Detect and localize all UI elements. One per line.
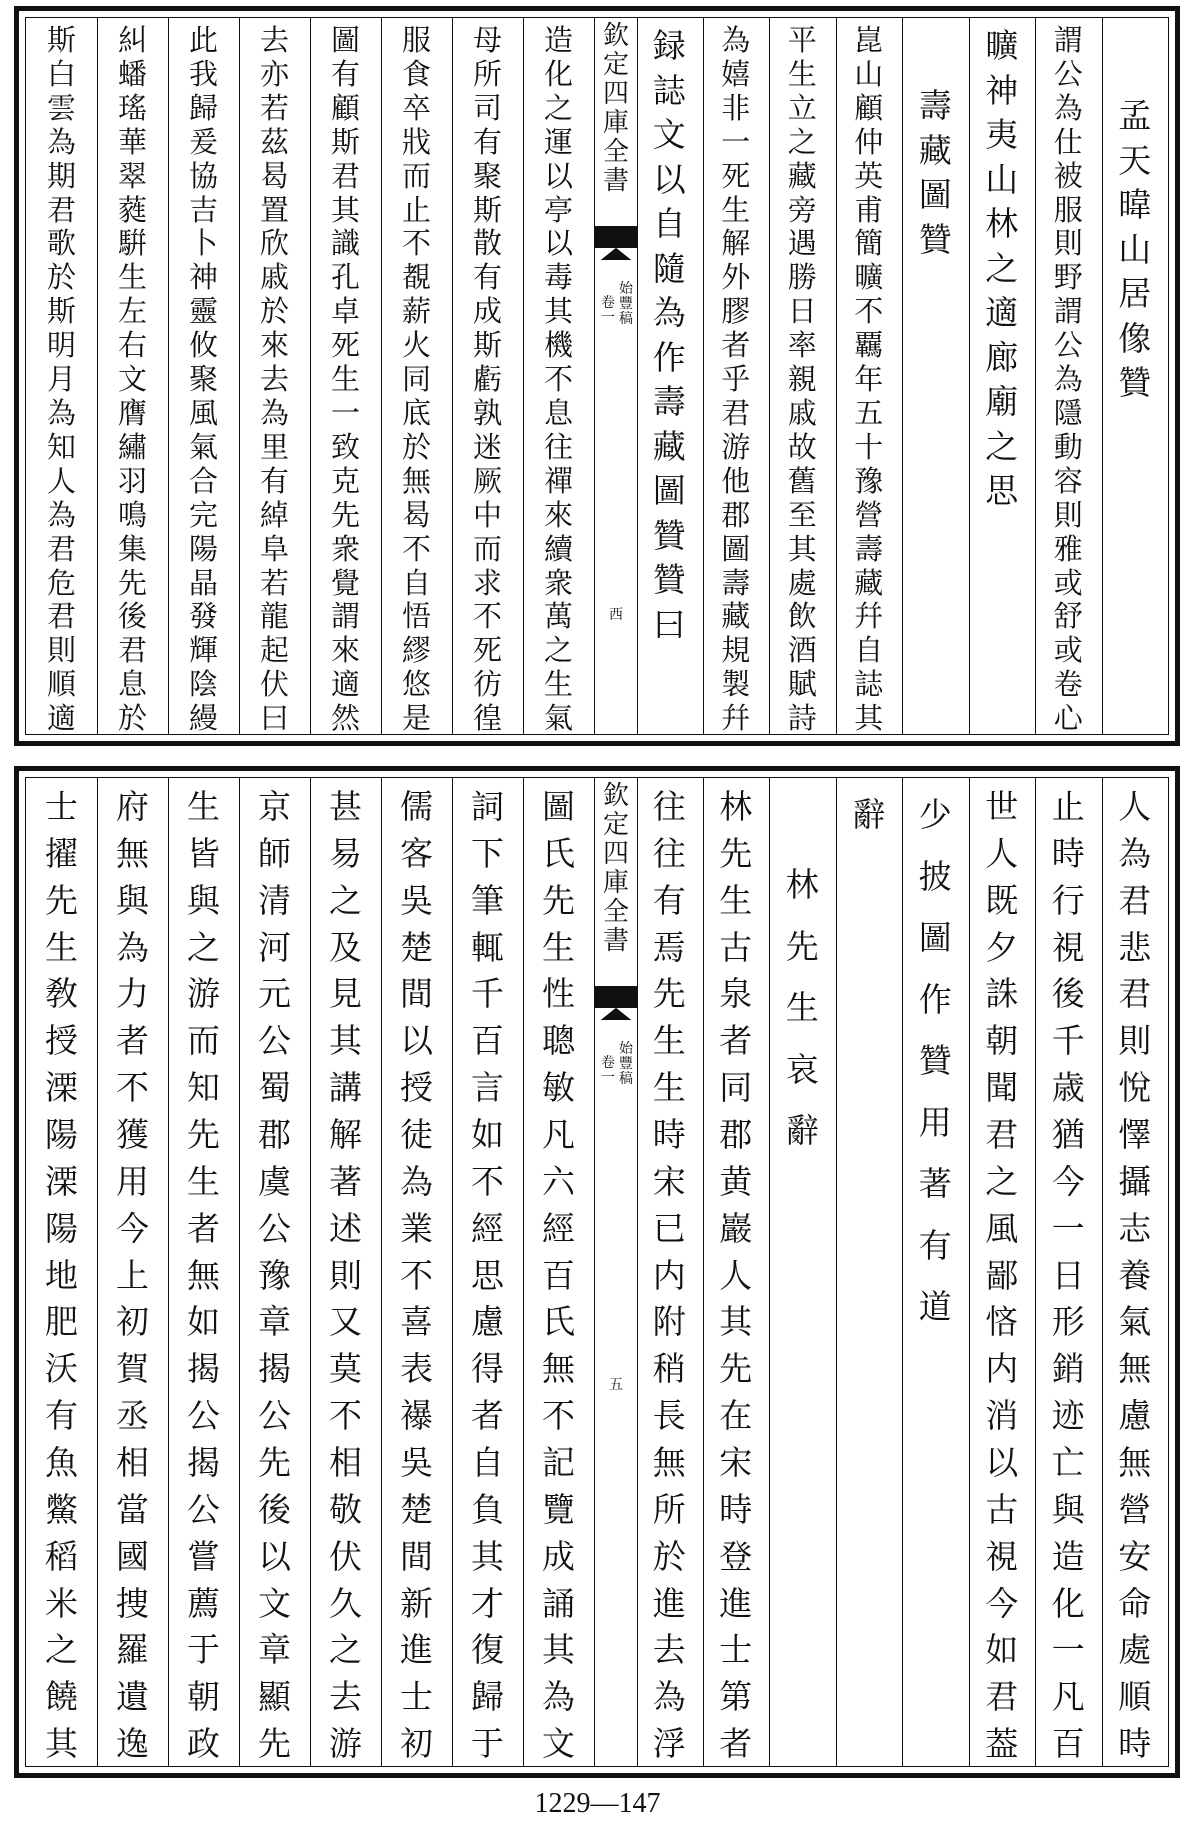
- column-rule: [452, 778, 453, 1766]
- top-panel-frame: [25, 17, 1169, 735]
- bottom-panel-frame: [25, 777, 1169, 1767]
- volume-number: 卷 一: [601, 1055, 615, 1086]
- column-rule: [381, 18, 382, 734]
- column-rule: [452, 18, 453, 734]
- bottom-text-column: 京 師 清 河 元 公 蜀 郡 虞 公 豫 章 揭 公 先 後 以 文 章 顯 先: [258, 787, 291, 1764]
- column-rule: [168, 18, 169, 734]
- column-rule: [97, 778, 98, 1766]
- bottom-text-column: 圖 氏 先 生 性 聰 敏 凡 六 經 百 氏 無 不 記 覽 成 誦 其 為 文: [542, 787, 575, 1764]
- bottom-text-column: 止 時 行 視 後 千 歳 猶 今 一 日 形 銷 迹 亡 與 造 化 一 凡 百: [1051, 787, 1085, 1764]
- center-title: 欽 定 四 庫 全 書: [602, 21, 629, 196]
- center-spine: [594, 18, 638, 734]
- volume-title: 始 豐 稿: [619, 1041, 633, 1087]
- column-rule: [769, 778, 770, 1766]
- bottom-text-column: 甚 易 之 及 見 其 講 解 著 述 則 又 莫 不 相 敬 伏 久 之 去 游: [329, 787, 362, 1764]
- top-text-column: 崑 山 顧 仲 英 甫 簡 曠 不 覊 年 五 十 豫 營 壽 藏 幷 自 誌 其: [854, 23, 884, 736]
- leaf-number: 五: [609, 1377, 623, 1393]
- volume-number: 卷 一: [601, 295, 615, 326]
- fish-tail-mark: [595, 986, 637, 1008]
- bottom-text-column: 世 人 既 夕 誅 朝 聞 君 之 風 鄙 悋 内 消 以 古 視 今 如 君 葢: [985, 787, 1019, 1764]
- bottom-text-column: 少 披 圖 作 贊 用 著 有 道: [918, 795, 952, 1326]
- bottom-text-column: 詞 下 筆 輒 千 百 言 如 不 經 思 慮 得 者 自 負 其 才 復 歸 于: [471, 787, 504, 1764]
- fish-tail-mark: [595, 226, 637, 248]
- top-text-column: 此 我 歸 爰 協 吉 卜 神 靈 攸 聚 風 氣 合 完 陽 晶 發 輝 陰 縵: [188, 23, 218, 736]
- bottom-text-column: 士 擢 先 生 敎 授 溧 陽 溧 陽 地 肥 沃 有 魚 鱉 稻 米 之 饒 其: [45, 787, 78, 1764]
- column-rule: [381, 778, 382, 1766]
- top-text-column: 斯 白 雲 為 期 君 歌 於 斯 明 月 為 知 人 為 君 危 君 則 順 適: [46, 23, 76, 736]
- column-rule: [969, 778, 970, 1766]
- top-text-column: 録 誌 文 以 自 隨 為 作 壽 藏 圖 贊 贊 曰: [652, 26, 686, 644]
- bottom-text-column: 府 無 與 為 力 者 不 獲 用 今 上 初 賀 丞 相 當 國 捜 羅 遺 逸: [116, 787, 149, 1764]
- top-text-column: 平 生 立 之 藏 旁 遇 勝 日 率 親 戚 故 舊 至 其 處 飲 酒 賦 詩: [787, 23, 817, 736]
- column-rule: [902, 18, 903, 734]
- top-text-column: 造 化 之 運 以 亭 以 毒 其 機 不 息 往 禪 來 續 衆 萬 之 生 氣: [543, 23, 573, 736]
- column-rule: [310, 18, 311, 734]
- column-rule: [1102, 778, 1103, 1766]
- column-rule: [168, 778, 169, 1766]
- column-rule: [836, 18, 837, 734]
- top-text-column: 孟 天 暐 山 居 像 贊: [1118, 96, 1152, 402]
- column-rule: [310, 778, 311, 1766]
- page-footer-number: 1229—147: [534, 1788, 661, 1819]
- bottom-text-column: 林 先 生 古 泉 者 同 郡 黄 巖 人 其 先 在 宋 時 登 進 士 第 者: [719, 787, 753, 1764]
- column-rule: [703, 18, 704, 734]
- bottom-text-column: 辭: [852, 795, 886, 834]
- top-text-column: 服 食 卒 戕 而 止 不 覩 薪 火 同 底 於 無 曷 不 自 悟 繆 悠 是: [401, 23, 431, 736]
- column-rule: [239, 778, 240, 1766]
- bottom-text-column: 生 皆 與 之 游 而 知 先 生 者 無 如 揭 公 揭 公 嘗 薦 于 朝 政: [187, 787, 220, 1764]
- column-rule: [703, 778, 704, 1766]
- top-text-column: 母 所 司 有 聚 斯 散 有 成 斯 虧 孰 迷 厥 中 而 求 不 死 彷 徨: [472, 23, 502, 736]
- column-rule: [836, 778, 837, 1766]
- bottom-text-column: 林 先 生 哀 辭: [785, 865, 819, 1150]
- bottom-panel: [14, 766, 1180, 1778]
- column-rule: [523, 778, 524, 1766]
- bottom-text-column: 儒 客 吳 楚 間 以 授 徒 為 業 不 喜 表 襮 吳 楚 間 新 進 士 初: [400, 787, 433, 1764]
- top-panel: [14, 6, 1180, 746]
- bottom-text-column: 往 往 有 焉 先 生 生 時 宋 已 内 附 稍 長 無 所 於 進 去 為 浮: [652, 787, 686, 1764]
- column-rule: [523, 18, 524, 734]
- column-rule: [1102, 18, 1103, 734]
- bottom-text-column: 人 為 君 悲 君 則 悅 懌 攝 志 養 氣 無 慮 無 營 安 命 處 順 時: [1118, 787, 1152, 1764]
- top-text-column: 糾 蟠 瑤 華 翠 蕤 騈 生 左 右 文 膺 繡 羽 鳴 集 先 後 君 息 於: [117, 23, 147, 736]
- column-rule: [1035, 778, 1036, 1766]
- top-text-column: 圖 有 顧 斯 君 其 識 孔 卓 死 生 一 致 克 先 衆 覺 謂 來 適 然: [330, 23, 360, 736]
- column-rule: [1035, 18, 1036, 734]
- top-text-column: 謂 公 為 仕 被 服 則 野 謂 公 為 隱 動 容 則 雅 或 舒 或 卷 心: [1053, 23, 1083, 736]
- column-rule: [969, 18, 970, 734]
- leaf-number: 西: [609, 607, 623, 623]
- column-rule: [902, 778, 903, 1766]
- column-rule: [239, 18, 240, 734]
- top-text-column: 曠 神 夷 山 林 之 適 廊 廟 之 思: [985, 26, 1019, 510]
- column-rule: [769, 18, 770, 734]
- center-spine: [594, 778, 638, 1766]
- center-title: 欽 定 四 庫 全 書: [602, 781, 629, 956]
- volume-title: 始 豐 稿: [619, 281, 633, 327]
- top-text-column: 去 亦 若 茲 曷 置 欣 戚 於 來 去 為 里 有 綽 阜 若 龍 起 伏 曰: [259, 23, 289, 736]
- top-text-column: 為 嬉 非 一 死 生 解 外 膠 者 乎 君 游 他 郡 圖 壽 藏 規 製 幷: [721, 23, 751, 736]
- column-rule: [97, 18, 98, 734]
- top-text-column: 壽 藏 圖 贊: [918, 86, 952, 259]
